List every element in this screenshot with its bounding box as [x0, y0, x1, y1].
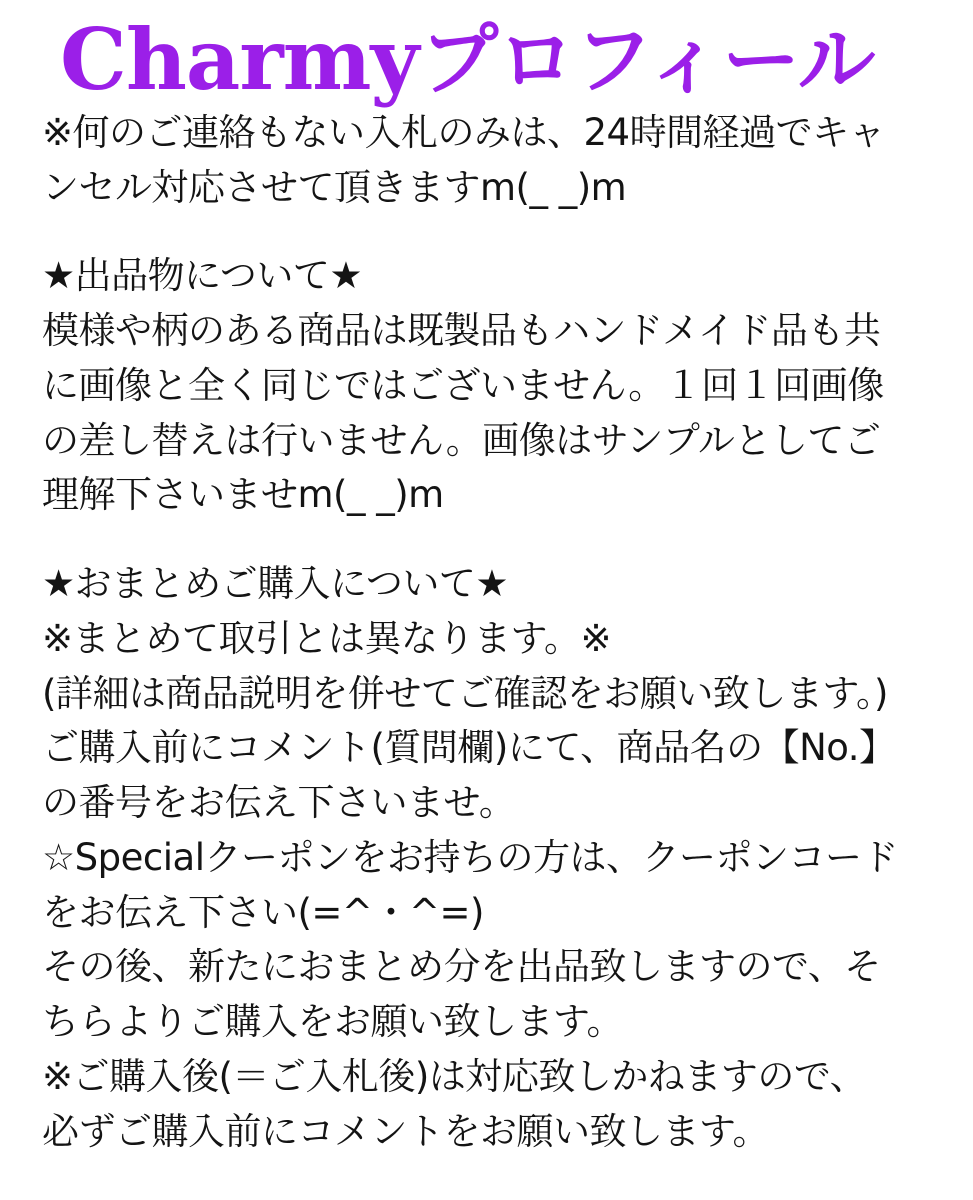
text-line: の差し替えは行いません。画像はサンプルとしてご: [42, 418, 881, 462]
section-cancel-policy: [42, 106, 933, 216]
text-line: ンセル対応させて頂きますm(_ _)m: [42, 165, 627, 209]
text-line: ご購入前にコメント(質問欄)にて、商品名の【No.】: [42, 726, 896, 770]
section-divider: [42, 215, 933, 249]
text-line: ※まとめて取引とは異なります。※: [42, 616, 612, 660]
section-heading: ★出品物について★: [42, 254, 363, 298]
text-line: ☆Specialクーポンをお持ちの方は、クーポンコード: [42, 835, 898, 879]
text-line: その後、新たにおまとめ分を出品致しますので、そ: [42, 945, 881, 989]
text-line: の番号をお伝え下さいませ。: [42, 781, 516, 825]
document-body: [42, 106, 933, 1160]
text-line: ※何のご連絡もない入札のみは、24時間経過でキャ: [42, 110, 886, 154]
text-line: ちらよりご購入をお願い致します。: [42, 1000, 624, 1044]
text-line: (詳細は商品説明を併せてご確認をお願い致します。): [42, 671, 888, 715]
text-line: に画像と全く同じではございません。１回１回画像: [42, 363, 884, 407]
text-line: 理解下さいませm(_ _)m: [42, 473, 444, 517]
page-title-japanese: プロフィール: [420, 15, 875, 106]
section-heading: ★おまとめご購入について★: [42, 562, 509, 606]
page-title: [60, 10, 933, 109]
text-line: ※ご購入後(＝ご入札後)は対応致しかねますので、: [42, 1054, 867, 1098]
text-line: 必ずご購入前にコメントをお願い致します。: [42, 1109, 770, 1153]
page-title-english: Charmy: [60, 10, 419, 109]
section-about-items: [42, 249, 933, 523]
text-line: 模様や柄のある商品は既製品もハンドメイド品も共: [42, 309, 881, 353]
section-divider: [42, 523, 933, 557]
section-bulk-purchase: [42, 557, 933, 1159]
text-line: をお伝え下さい(=^・^=): [42, 890, 484, 934]
